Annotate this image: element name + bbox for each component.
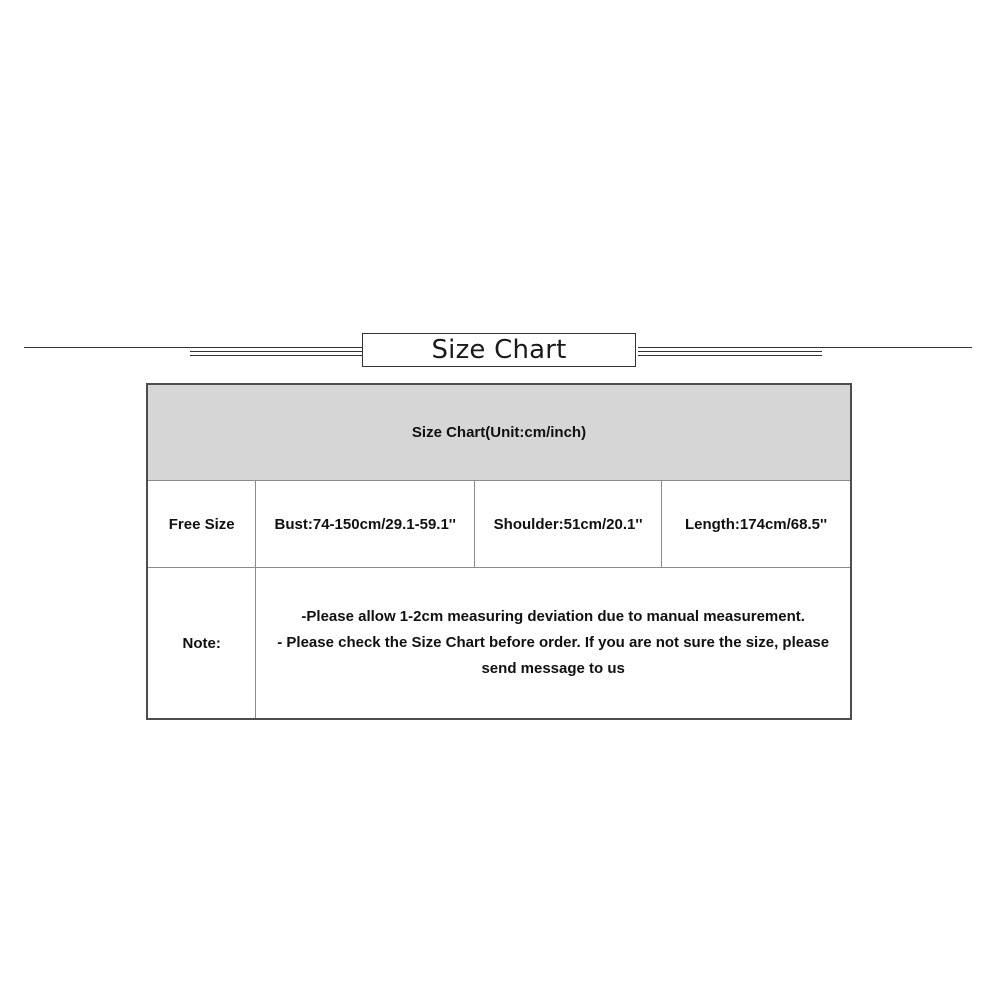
bust-cell: Bust:74-150cm/29.1-59.1'' (256, 481, 475, 568)
note-content-cell (256, 568, 851, 720)
title-rule-left (24, 347, 362, 348)
title-rule-inner-right-2 (638, 355, 822, 356)
page-title-box (362, 333, 636, 367)
title-rule-inner-left-2 (190, 355, 362, 356)
note-line-2: - Please check the Size Chart before order. If you are not sure the size, please (277, 634, 830, 651)
note-line-1: -Please allow 1-2cm measuring deviation due to manual measurement. (301, 608, 805, 625)
title-rule-inner-left (190, 351, 362, 352)
note-label-cell: Note: (147, 568, 256, 720)
length-cell: Length:174cm/68.5'' (662, 481, 851, 568)
table-row-free-size (147, 481, 851, 568)
title-rule-right (638, 347, 972, 348)
page-title: Size Chart (431, 335, 567, 365)
size-label-cell: Free Size (147, 481, 256, 568)
shoulder-cell: Shoulder:51cm/20.1'' (475, 481, 662, 568)
note-line-3: send message to us (481, 660, 625, 677)
table-row-note (147, 568, 851, 720)
table-header-row (147, 384, 851, 481)
size-chart-table (146, 383, 852, 720)
note-text (256, 604, 850, 682)
title-rule-inner-right (638, 351, 822, 352)
table-header: Size Chart(Unit:cm/inch) (147, 384, 851, 481)
